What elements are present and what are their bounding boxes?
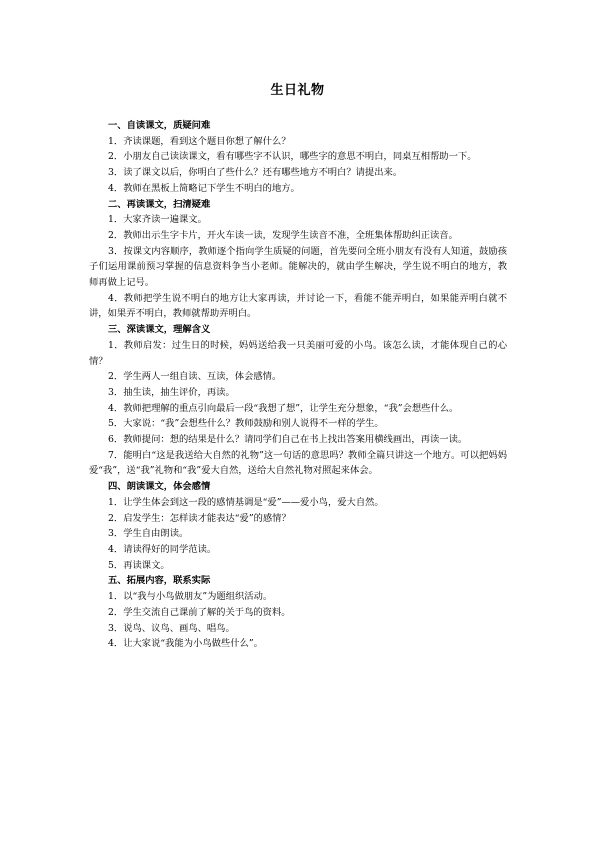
list-item: 7．能明白“这是我送给大自然的礼物”这一句话的意思吗？教师全篇只讲这一个地方。可以把妈妈爱“我”，送“我”礼物和“我”爱大自然，送给大自然礼物对照起来体会。 (89, 449, 507, 477)
list-item: 1．齐读课题，看到这个题目你想了解什么？ (108, 135, 291, 147)
list-item: 1．以“我与小鸟做朋友”为题组织活动。 (108, 591, 273, 603)
section-heading: 一、自读课文，质疑问难 (108, 120, 211, 131)
list-item: 4．让大家说“我能为小鸟做些什么”。 (108, 638, 263, 650)
list-item: 3．说鸟、议鸟、画鸟、唱鸟。 (108, 622, 235, 634)
list-item: 4．教师把学生说不明白的地方让大家再读，并讨论一下，看能不能弄明白，如果能弄明白就不讲，如果弄不明白，教师就帮助弄明白。 (89, 292, 507, 320)
list-item: 6．教师提问：想的结果是什么？请同学们自己在书上找出答案用横线画出，再读一读。 (108, 434, 468, 446)
list-item: 5．大家说：“我”会想些什么？教师鼓励和别人说得不一样的学生。 (108, 418, 384, 430)
list-item: 3．读了课文以后，你明白了些什么？还有哪些地方不明白？请提出来。 (108, 167, 403, 179)
list-item: 1．大家齐读一遍课文。 (108, 214, 207, 226)
document-title: 生日礼物 (270, 83, 325, 98)
section-heading: 三、深读课文，理解含义 (108, 324, 211, 336)
list-item: 1．让学生体会到这一段的感情基调是“爱”——爱小鸟，爱大自然。 (108, 496, 384, 508)
list-item: 2．学生交流自己课前了解的关于鸟的资料。 (108, 606, 291, 618)
list-item: 3．学生自由朗读。 (108, 528, 189, 540)
list-item: 4．请读得好的同学范读。 (108, 543, 217, 555)
section-heading: 五、拓展内容，联系实际 (108, 575, 211, 587)
list-item: 1．教师启发：过生日的时候，妈妈送给我一只美丽可爱的小鸟。该怎么读，才能体现自己的心情？ (89, 339, 507, 367)
list-item: 2．小朋友自己读读课文，看有哪些字不认识，哪些字的意思不明白，同桌互相帮助一下。 (108, 151, 477, 163)
list-item: 2．启发学生：怎样读才能表达“爱”的感情？ (108, 512, 291, 524)
section-heading: 四、朗读课文，体会感情 (108, 481, 211, 493)
section-heading: 二、再读课文，扫清疑难 (108, 198, 211, 210)
list-item: 3．按课文内容顺序，教师逐个指向学生质疑的问题，首先要问全班小朋友有没有人知道，鼓励孩子们运用课前预习掌握的信息资料争当小老师。能解决的，就由学生解决，学生说不明白的地方，教师再做上记号。 (89, 245, 507, 289)
list-item: 4．教师把理解的重点引向最后一段“我想了想”，让学生充分想象，“我”会想些什么。 (108, 402, 459, 414)
list-item: 2．教师出示生字卡片，开火车读一读，发现学生读音不准，全班集体帮助纠正读音。 (108, 229, 458, 241)
list-item: 4．教师在黑板上简略记下学生不明白的地方。 (108, 182, 300, 194)
list-item: 3．抽生读，抽生评价，再读。 (108, 386, 235, 398)
document-body (89, 118, 507, 652)
list-item: 5．再读课文。 (108, 559, 170, 571)
list-item: 2．学生两人一组自读、互读，体会感情。 (108, 371, 282, 383)
